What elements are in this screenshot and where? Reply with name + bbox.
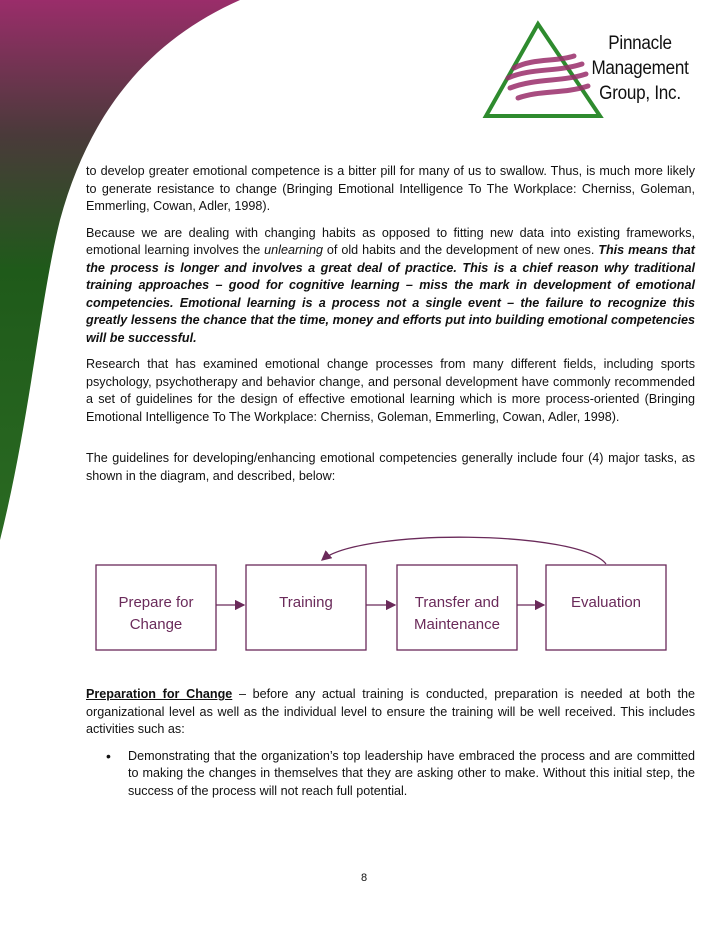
box-label-prepare-line-1: Prepare for bbox=[118, 594, 194, 611]
paragraph-2-italic: unlearning bbox=[264, 243, 323, 257]
list-item-text: Demonstrating that the organization’s top leadership have embraced the process and are committed to making the changes in themselves that they are asking other to make. Without this initial step, the success of the process will not reach full potential. bbox=[128, 748, 695, 798]
preparation-section bbox=[86, 686, 695, 800]
logo-text-line-3: Group, Inc. bbox=[599, 83, 681, 104]
feedback-arrow bbox=[322, 537, 606, 564]
paragraph-2-emphasis: This means that the process is longer and involves a great deal of practice. This is a chief reason why traditional training approaches – good for cognitive learning – miss the mark in development of emotional competencies. Emotional learning is a process not a single event – the failure to recognize this greatly lessens the chance that the time, money and efforts put into building emotional competencies will be successful. bbox=[86, 243, 696, 345]
box-label-transfer bbox=[397, 592, 517, 636]
box-label-evaluation: Evaluation bbox=[570, 594, 642, 611]
box-label-transfer-line-2: Maintenance bbox=[414, 616, 500, 633]
paragraph-1: to develop greater emotional competence is a bitter pill for many of us to swallow. Thus, is much more likely to generate resistance to change (Bringing Emotional Intelligence To The Workplace: Cherniss, Goleman, Emmerling, Cowan, Adler, 1998). bbox=[86, 164, 695, 213]
paragraph-2-part-2: of old habits and the development of new ones. bbox=[322, 243, 599, 257]
box-label-prepare bbox=[96, 592, 216, 636]
box-label-transfer-line-1: Transfer and bbox=[414, 594, 500, 611]
logo-text-line-2: Management bbox=[591, 58, 689, 79]
list-item bbox=[106, 748, 695, 801]
logo-text-line-1: Pinnacle bbox=[608, 33, 672, 54]
box-label-prepare-line-2: Change bbox=[129, 616, 183, 633]
box-label-training: Training bbox=[279, 594, 333, 611]
body-text bbox=[86, 163, 695, 494]
bullet-icon: • bbox=[106, 747, 111, 764]
paragraph-4: The guidelines for developing/enhancing emotional competencies generally include four (4) major tasks, as shown in the diagram, and described, below: bbox=[86, 451, 695, 483]
paragraph-2 bbox=[86, 225, 695, 348]
paragraph-2-part-1: Because we are dealing with changing habits as opposed to fitting new data into existing frameworks, emotional learning involves the bbox=[86, 225, 695, 257]
paragraph-3: Research that has examined emotional change processes from many different fields, including sports psychology, psychotherapy and behavior change, and personal development have commonly recommended a set of guidelines for the design of effective emotional learning which is more process-oriented (Bringing Emotional Intelligence To The Workplace: Cherniss, Goleman, Emmerling, Cowan, Adler, 1998). bbox=[86, 357, 695, 424]
preparation-paragraph bbox=[86, 686, 695, 739]
preparation-text: – before any actual training is conducted, preparation is needed at both the organizational level as well as the individual level to ensure the training will be well received. This includes activities such as: bbox=[86, 687, 695, 736]
preparation-heading: Preparation for Change bbox=[86, 687, 233, 701]
page-number: 8 bbox=[360, 872, 368, 884]
